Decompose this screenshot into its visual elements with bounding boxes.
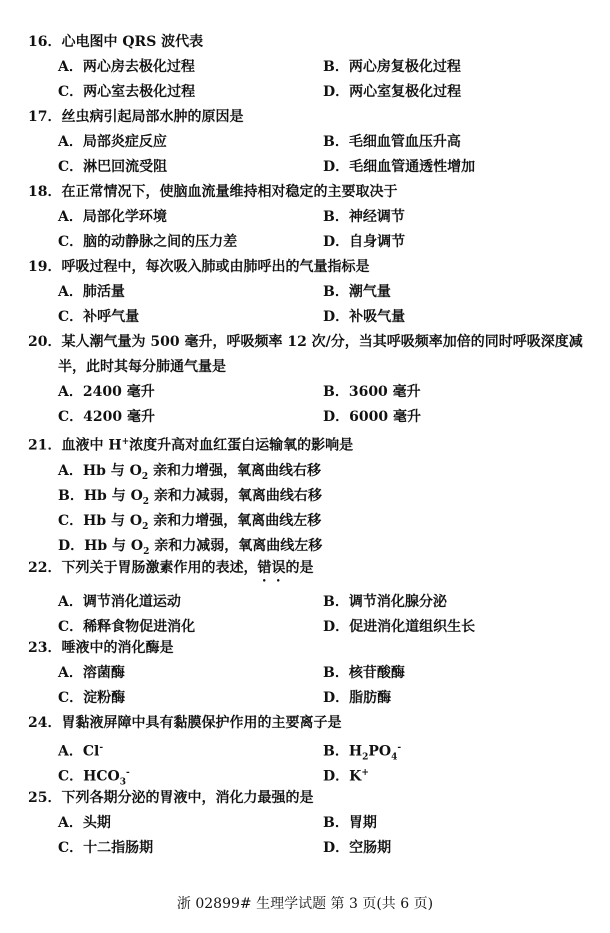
option-b: B．胃期 — [323, 815, 377, 831]
page-footer: 浙 02899# 生理学试题 第 3 页(共 6 页) — [176, 896, 434, 912]
question-22 — [28, 556, 593, 640]
superscript: - — [397, 743, 402, 753]
option-a: A．肺活量 — [58, 284, 125, 300]
option-a: A．调节消化道运动 — [58, 594, 181, 610]
question-number: 24． — [28, 715, 62, 731]
option-c: C．脑的动静脉之间的压力差 — [58, 234, 238, 250]
option-text: D．K — [323, 768, 362, 785]
option-c: C．淋巴回流受阻 — [58, 159, 168, 175]
question-stem — [28, 556, 593, 585]
question-16 — [28, 30, 593, 105]
option-b: B．调节消化腺分泌 — [323, 594, 447, 610]
subscript: 2 — [362, 752, 369, 763]
option-c: C．两心室去极化过程 — [58, 84, 196, 100]
emphasized-word: 错误 — [257, 560, 286, 576]
option-d: D．两心室复极化过程 — [323, 84, 462, 100]
option-a: A．溶菌酶 — [58, 665, 125, 681]
question-text: 丝虫病引起局部水肿的原因是 — [61, 109, 244, 125]
question-text: 在正常情况下，使脑血流量维持相对稳定的主要取决于 — [61, 184, 398, 200]
question-18 — [28, 180, 593, 255]
option-b: B．核苷酸酶 — [323, 665, 405, 681]
question-19 — [28, 255, 593, 330]
question-text: 浓度升高对血红蛋白运输氧的影响是 — [129, 437, 354, 454]
option-a: A．2400 毫升 — [58, 384, 155, 400]
question-17 — [28, 105, 593, 180]
question-stem — [28, 105, 593, 130]
question-24 — [28, 711, 593, 786]
subscript: 4 — [391, 752, 398, 763]
option-b: B．两心房复极化过程 — [323, 59, 461, 75]
question-number: 20． — [28, 334, 62, 350]
option-a: A．局部化学环境 — [58, 209, 167, 225]
question-stem — [28, 255, 593, 280]
option-d: D．促进消化道组织生长 — [323, 619, 476, 635]
option-d: D．6000 毫升 — [323, 409, 421, 425]
question-stem — [28, 636, 593, 661]
option-text: 亲和力减弱，氧离曲线左移 — [149, 537, 323, 554]
question-number: 22． — [28, 560, 62, 576]
option-c: C．补呼气量 — [58, 309, 140, 325]
question-25 — [28, 786, 593, 861]
option-a: A．局部炎症反应 — [58, 134, 167, 150]
option-text: PO — [368, 743, 392, 760]
question-21 — [28, 430, 593, 559]
option-d: D．脂肪酶 — [323, 690, 392, 706]
option-text: B．Hb 与 O — [58, 487, 143, 504]
superscript: + — [361, 768, 369, 778]
superscript: - — [99, 743, 104, 753]
question-text: 的是 — [285, 560, 314, 576]
option-d: D．补吸气量 — [323, 309, 406, 325]
question-number: 25． — [28, 790, 62, 806]
question-number: 16． — [28, 34, 62, 50]
question-stem — [28, 30, 593, 55]
option-a: A．头期 — [58, 815, 111, 831]
option-text: D．Hb 与 O — [58, 537, 144, 554]
question-text: 呼吸过程中，每次吸入肺或由肺呼出的气量指标是 — [61, 259, 370, 275]
option-b: B．潮气量 — [323, 284, 391, 300]
question-number: 23． — [28, 640, 62, 656]
question-text: 血液中 H — [61, 437, 122, 454]
option-d: D．自身调节 — [323, 234, 406, 250]
question-text: 胃黏液屏障中具有黏膜保护作用的主要离子是 — [61, 715, 342, 731]
question-stem — [28, 330, 593, 380]
question-number: 21． — [28, 437, 62, 454]
subscript: 2 — [142, 521, 149, 532]
question-text: 唾液中的消化酶是 — [61, 640, 174, 656]
question-text: 心电图中 QRS 波代表 — [61, 34, 204, 50]
question-stem — [28, 786, 593, 811]
question-number: 19． — [28, 259, 62, 275]
option-c: C．十二指肠期 — [58, 840, 154, 856]
subscript: 2 — [143, 546, 150, 557]
superscript: - — [125, 768, 130, 778]
option-text: 亲和力减弱，氧离曲线右移 — [149, 487, 322, 504]
superscript: + — [121, 437, 130, 447]
subscript: 3 — [119, 777, 126, 788]
option-c: C．淀粉酶 — [58, 690, 126, 706]
question-text: 下列各期分泌的胃液中，消化力最强的是 — [61, 790, 314, 806]
option-b: B．神经调节 — [323, 209, 405, 225]
question-text: 某人潮气量为 500 毫升，呼吸频率 12 次/分，当其呼吸频率加倍的同时呼吸深度减半，此时其每分肺通气量是 — [58, 334, 583, 375]
question-text: 下列关于胃肠激素作用的表述， — [61, 560, 258, 576]
option-c: C．4200 毫升 — [58, 409, 155, 425]
question-20 — [28, 330, 593, 430]
question-stem — [28, 430, 593, 459]
option-d: D．空肠期 — [323, 840, 392, 856]
question-stem — [28, 180, 593, 205]
option-text: 亲和力增强，氧离曲线左移 — [148, 512, 322, 529]
option-text: 亲和力增强，氧离曲线右移 — [148, 462, 321, 479]
question-number: 17． — [28, 109, 62, 125]
question-stem — [28, 711, 593, 736]
question-23 — [28, 636, 593, 711]
option-b: B．3600 毫升 — [323, 384, 421, 400]
option-d: D．毛细血管通透性增加 — [323, 159, 476, 175]
option-text: C．Hb 与 O — [58, 512, 143, 529]
option-text: C．HCO — [58, 768, 120, 785]
option-b: B．毛细血管血压升高 — [323, 134, 461, 150]
option-text: B．H — [323, 743, 363, 760]
option-text: A．Cl — [58, 743, 100, 760]
option-a: A．两心房去极化过程 — [58, 59, 195, 75]
question-number: 18． — [28, 184, 62, 200]
subscript: 2 — [142, 496, 150, 507]
subscript: 2 — [141, 471, 149, 482]
option-c: C．稀释食物促进消化 — [58, 619, 196, 635]
option-text: A．Hb 与 O — [58, 462, 142, 479]
